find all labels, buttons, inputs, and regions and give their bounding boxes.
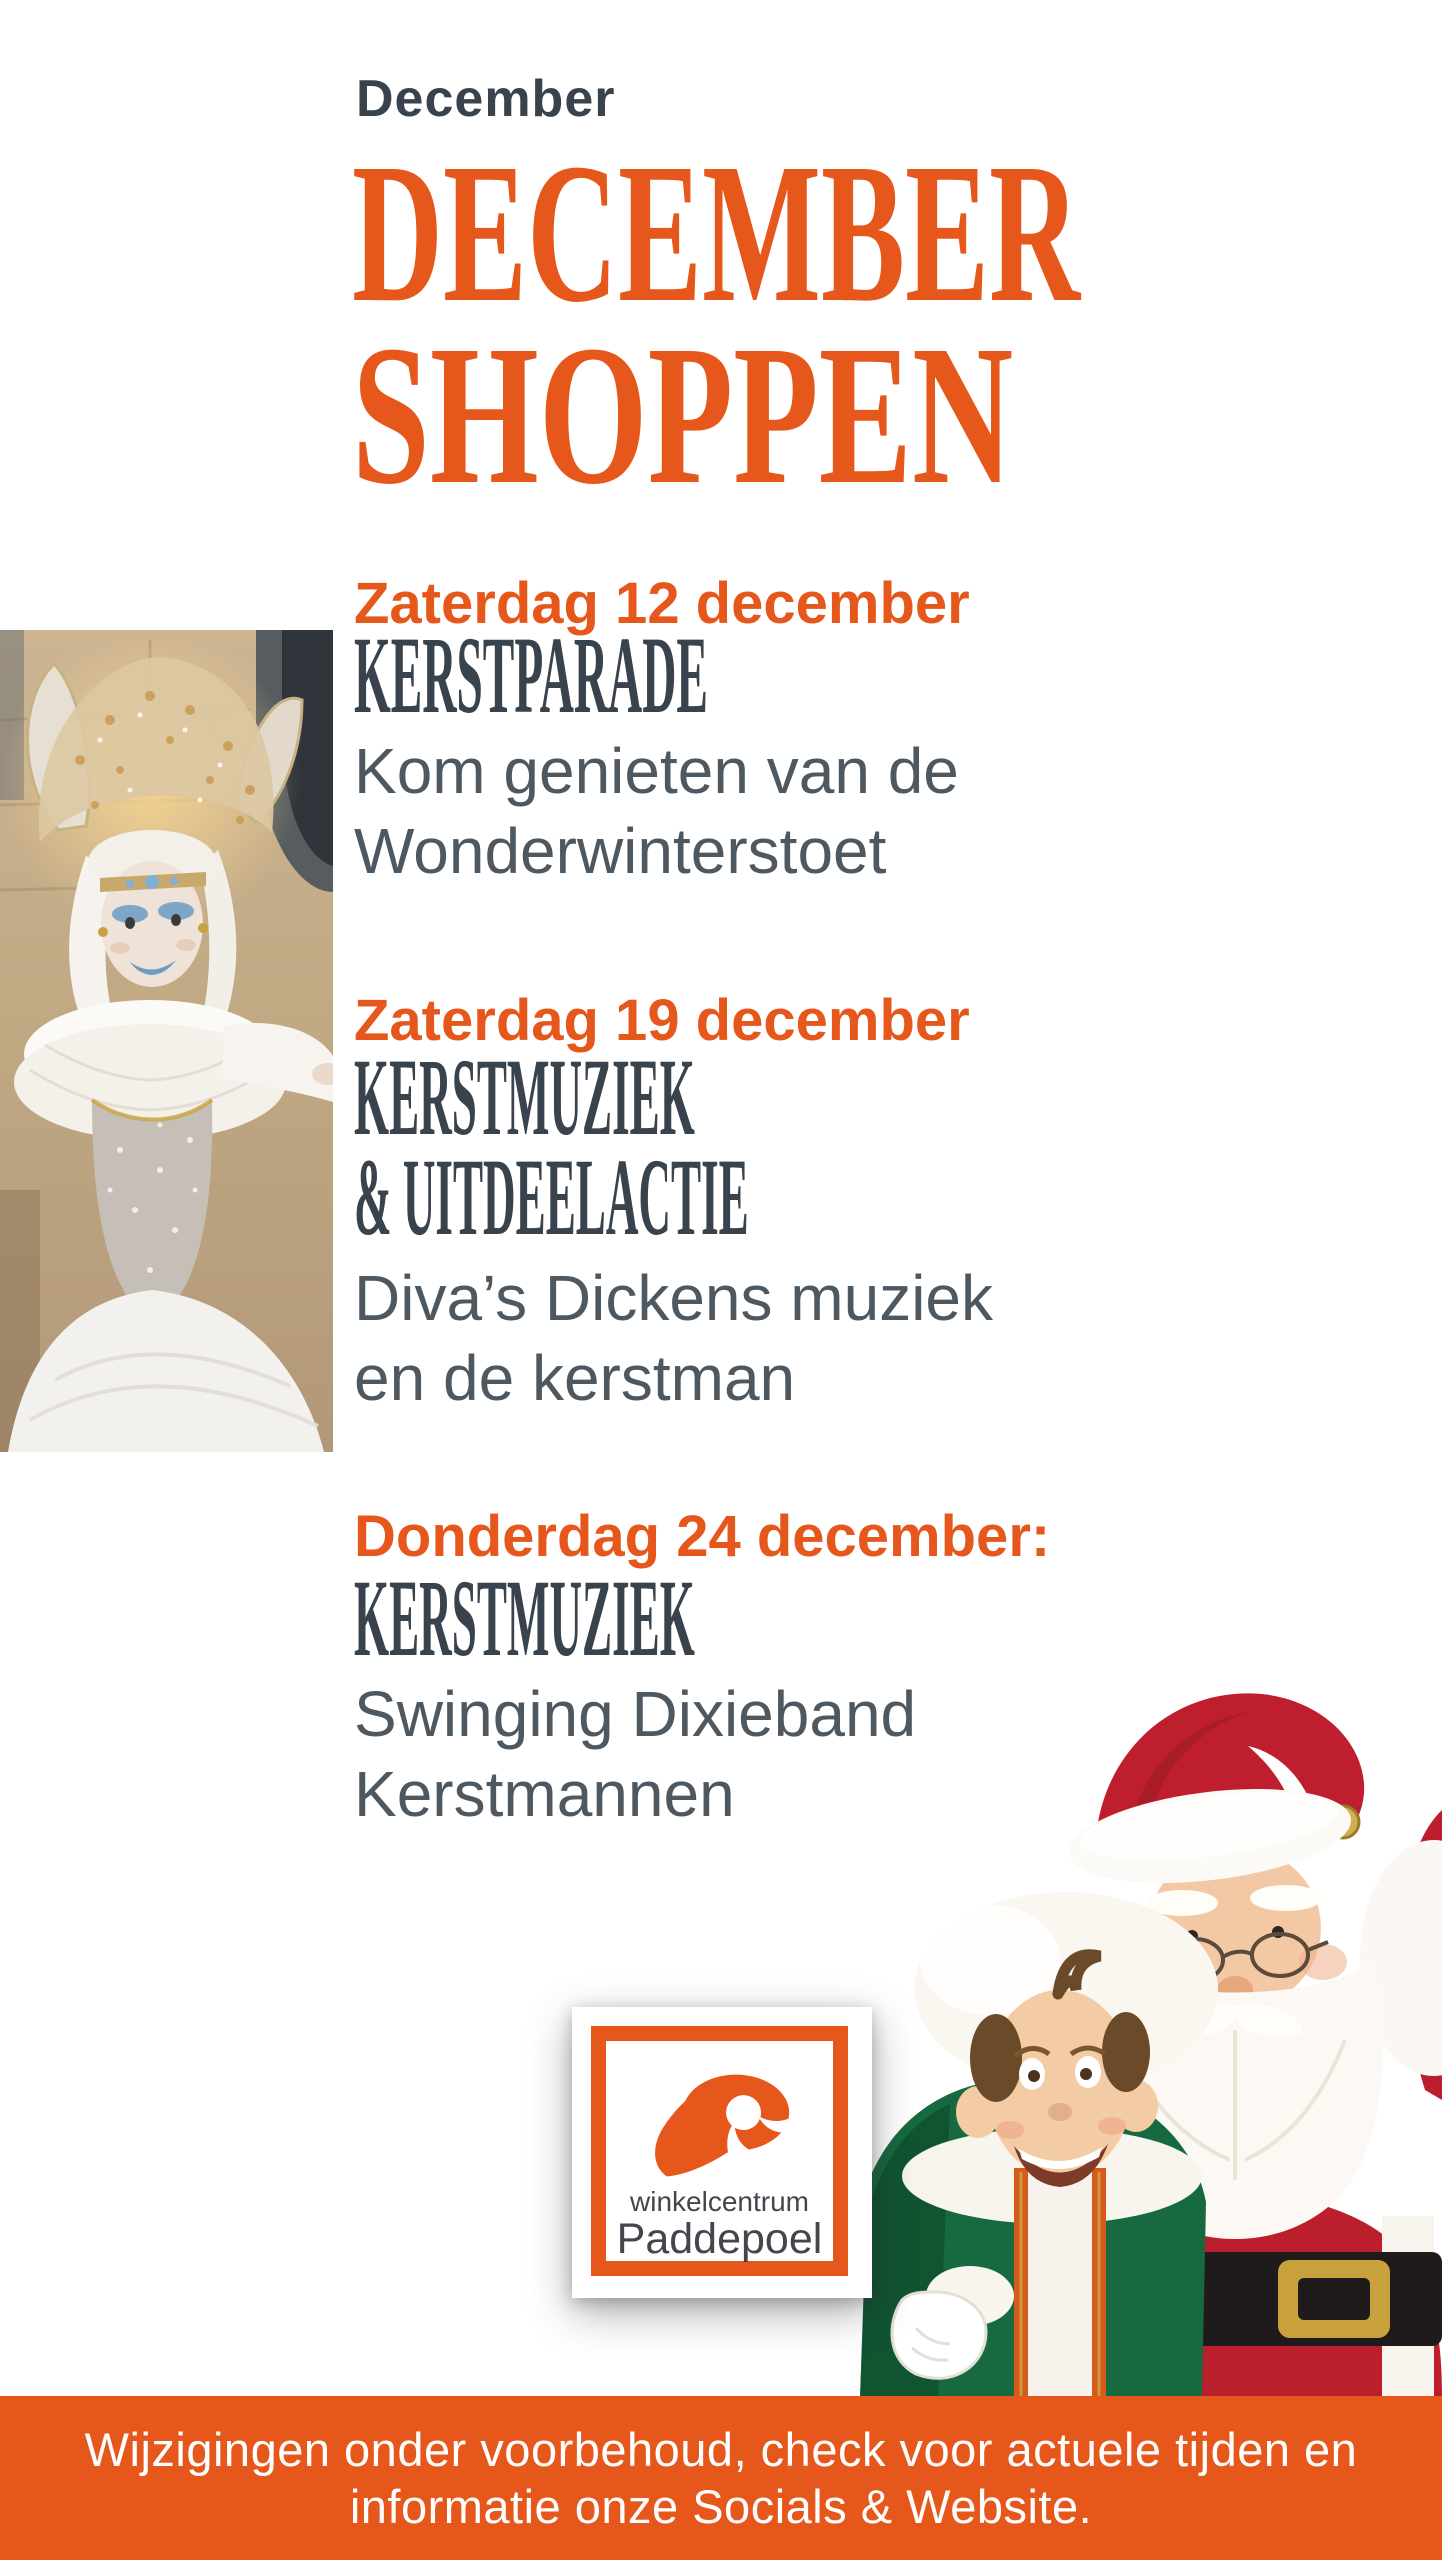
paddepoel-logo-frame bbox=[591, 2026, 848, 2276]
eyebrow-month-label: December bbox=[356, 70, 616, 128]
event2-title bbox=[354, 1036, 1317, 1258]
logo-text-winkelcentrum: winkelcentrum bbox=[630, 2186, 809, 2217]
event3-title-line1: KERSTMUZIEK bbox=[354, 1557, 695, 1679]
poster-title bbox=[352, 123, 1442, 526]
event1-date: Zaterdag 12 december bbox=[354, 571, 970, 636]
paddepoel-logo-card bbox=[572, 2007, 872, 2298]
event3-description: Swinging Dixieband Kerstmannen bbox=[354, 1678, 917, 1830]
logo-text-paddepoel: Paddepoel bbox=[616, 2215, 823, 2263]
poster-title-line2: SHOPPEN bbox=[352, 305, 1014, 526]
event1-title bbox=[354, 614, 1177, 736]
footer-disclaimer-bar bbox=[0, 2396, 1442, 2560]
event3-date: Donderdag 24 december: bbox=[354, 1504, 1051, 1569]
footer-line2: informatie onze Socials & Website. bbox=[349, 2480, 1093, 2533]
winter-fairy-illustration bbox=[0, 630, 333, 1452]
event1-description: Kom genieten van de Wonderwinterstoet bbox=[354, 735, 959, 887]
winter-fairy-photo bbox=[0, 630, 333, 1452]
poster-title-line1: DECEMBER bbox=[352, 123, 1081, 344]
event1-title-line1: KERSTPARADE bbox=[354, 614, 708, 736]
event2-date: Zaterdag 19 december bbox=[354, 988, 970, 1053]
footer-line1: Wijzigingen onder voorbehoud, check voor actuele tijden en bbox=[84, 2423, 1358, 2476]
event2-title-line2: & UITDEELACTIE bbox=[354, 1136, 749, 1258]
event2-description: Diva’s Dickens muziek en de kerstman bbox=[354, 1262, 993, 1414]
event2-title-line1: KERSTMUZIEK bbox=[354, 1036, 695, 1158]
event3-title bbox=[354, 1557, 1185, 1679]
paddepoel-logo-mark-icon bbox=[636, 2067, 804, 2181]
